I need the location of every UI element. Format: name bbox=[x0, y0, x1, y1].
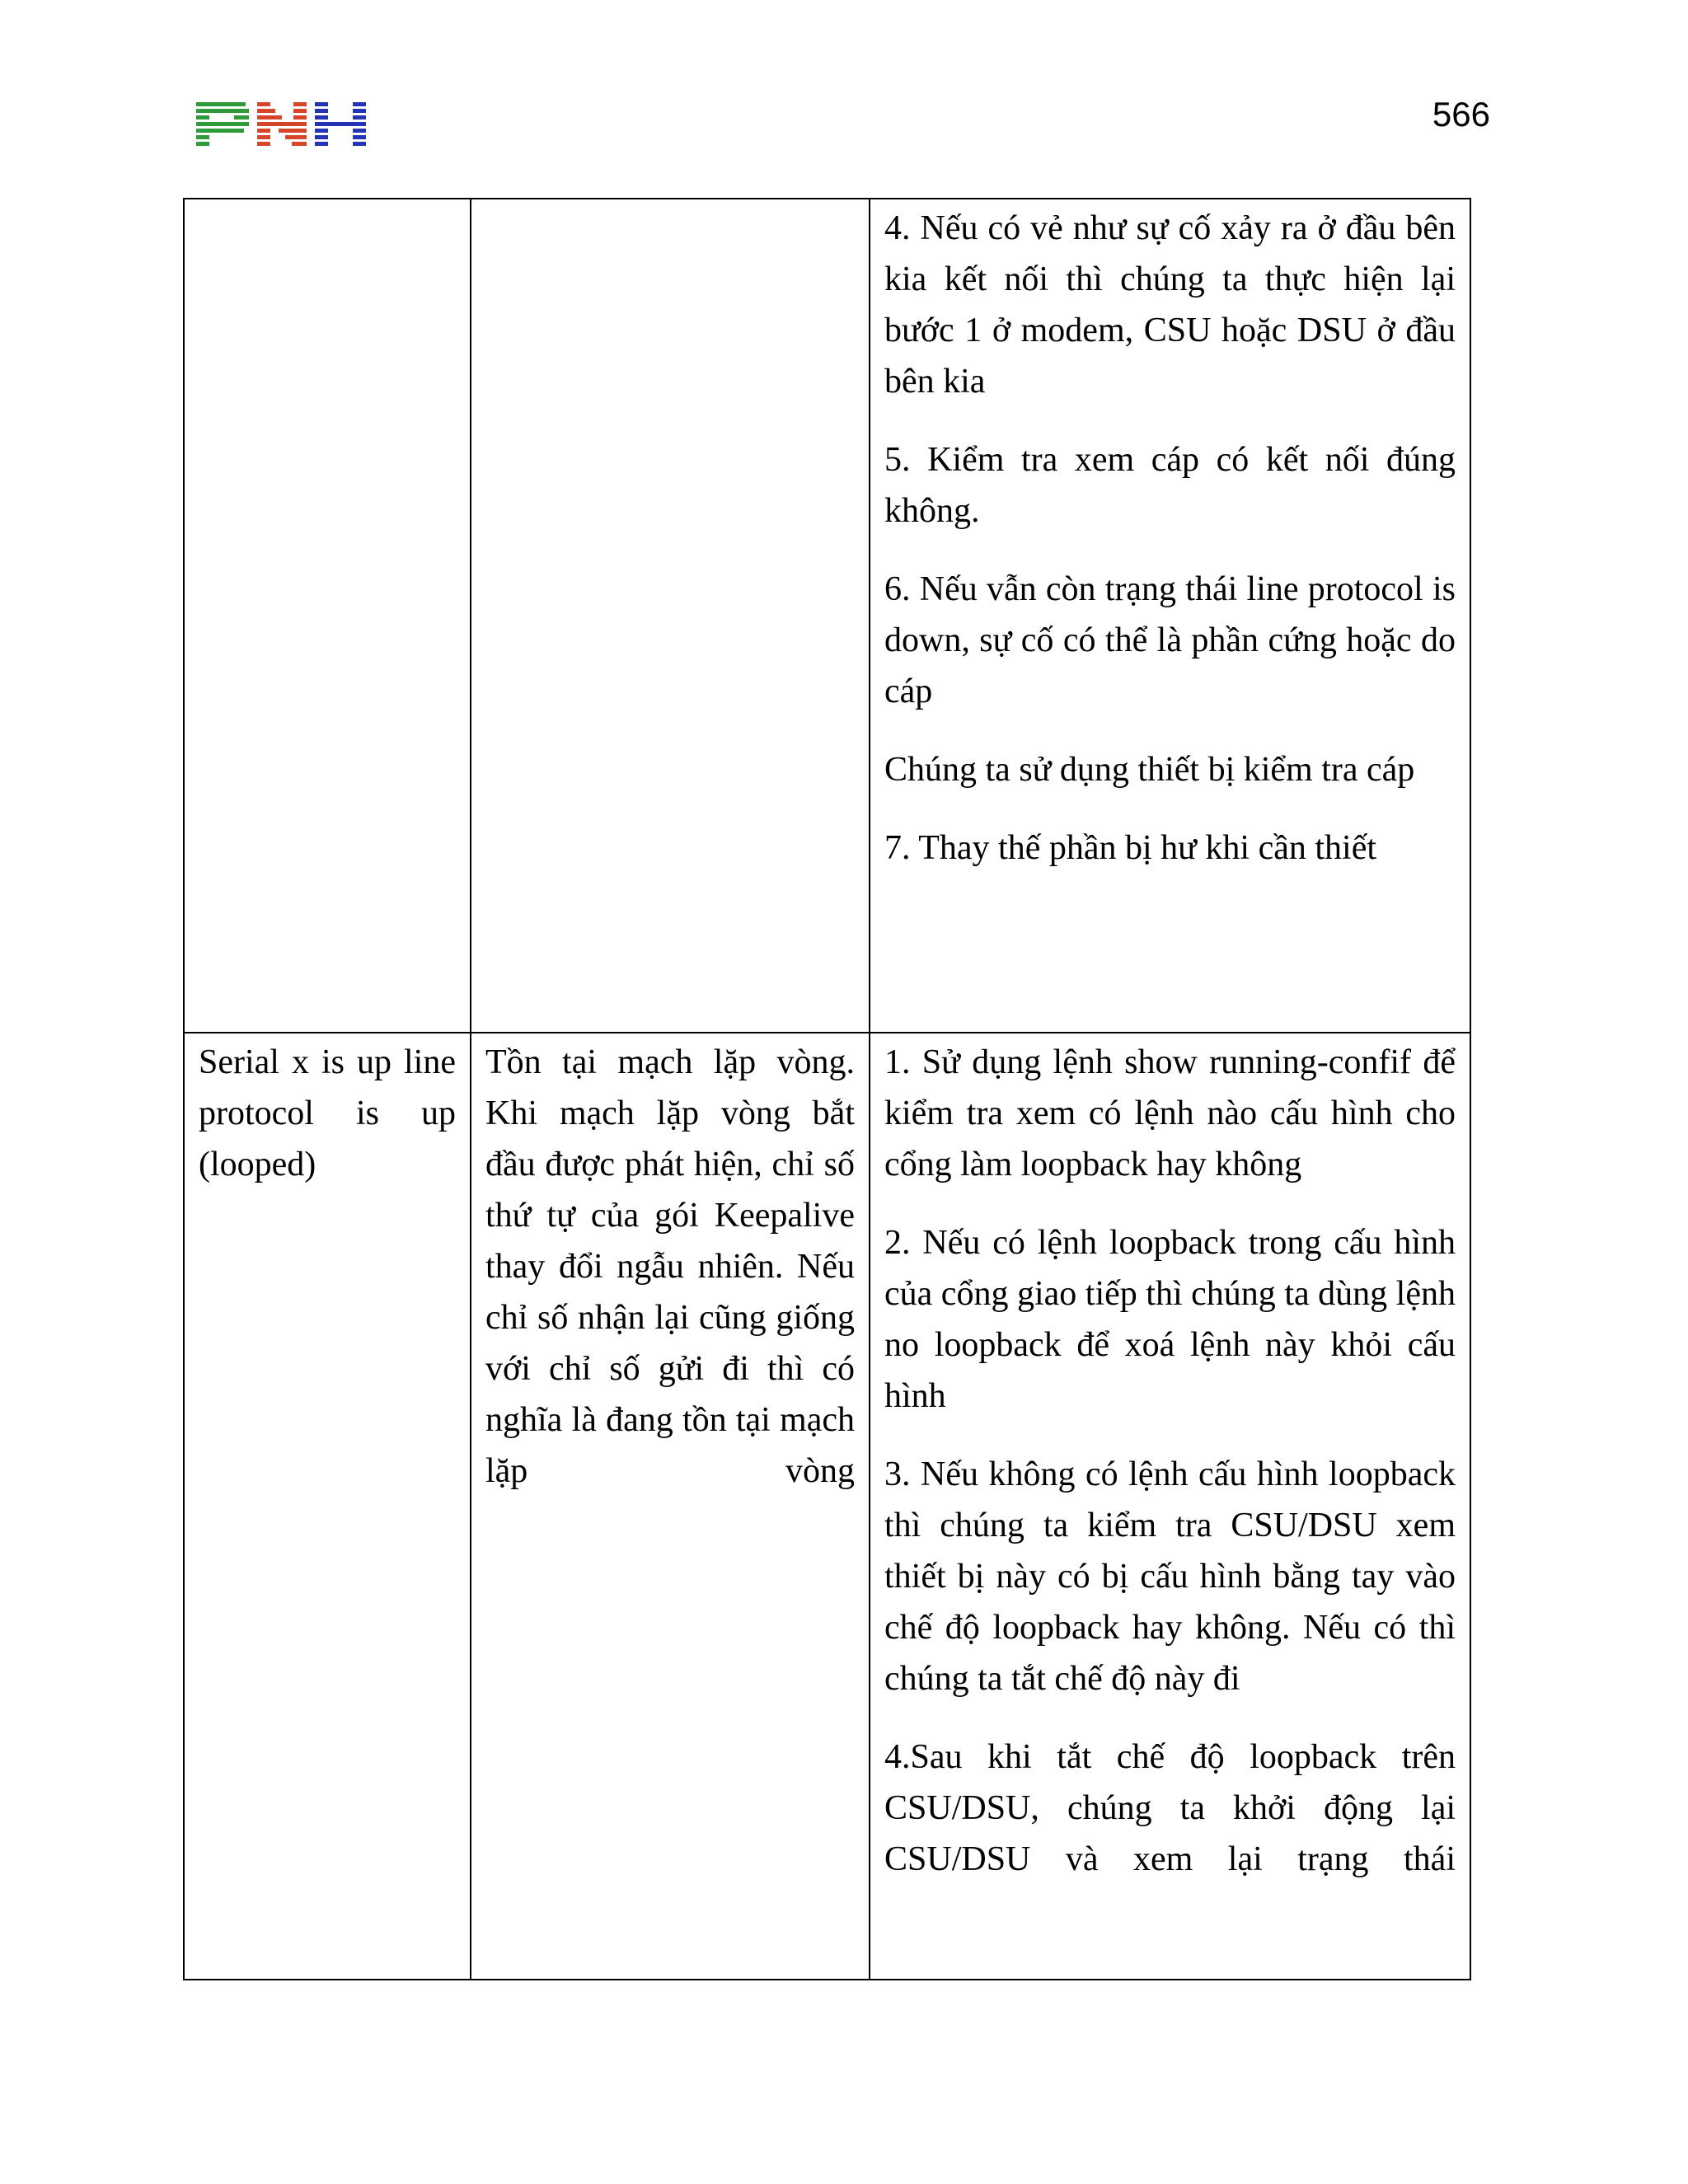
action-step: 6. Nếu vẫn còn trạng thái line protocol is down, sự cố có thể là phần cứng hoặc do cáp bbox=[884, 570, 1456, 710]
table-row bbox=[184, 1033, 1470, 1980]
action-step: 2. Nếu có lệnh loopback trong cấu hình của cổng giao tiếp thì chúng ta dùng lệnh no loopback để xoá lệnh này khỏi cấu hình bbox=[884, 1224, 1456, 1415]
cell-text bbox=[199, 203, 456, 254]
action-step: 4. Nếu có vẻ như sự cố xảy ra ở đầu bên kia kết nối thì chúng ta thực hiện lại bước 1 ở modem, CSU hoặc DSU ở đầu bên kia bbox=[884, 209, 1456, 401]
logo-letter-h bbox=[315, 102, 366, 146]
table-cell-status bbox=[184, 199, 471, 1033]
table-cell-status bbox=[184, 1033, 471, 1980]
page-number: 566 bbox=[1432, 95, 1490, 134]
table-cell-cause bbox=[471, 199, 870, 1033]
action-step: 3. Nếu không có lệnh cấu hình loopback thì chúng ta kiểm tra CSU/DSU xem thiết bị này có bị cấu hình bằng tay vào chế độ loopback hay không. Nếu có thì chúng ta tắt chế độ này đi bbox=[884, 1455, 1456, 1698]
logo-letter-p bbox=[196, 102, 249, 146]
action-step: 1. Sử dụng lệnh show running-confif để kiểm tra xem có lệnh nào cấu hình cho cổng làm loopback hay không bbox=[884, 1043, 1456, 1183]
cell-text bbox=[485, 203, 855, 254]
logo-letter-n bbox=[257, 102, 307, 146]
pnh-logo-graphic bbox=[196, 102, 368, 148]
table-cell-actions bbox=[870, 199, 1470, 1033]
status-text: Serial x is up line protocol is up (looped) bbox=[199, 1043, 456, 1183]
action-step: 5. Kiểm tra xem cáp có kết nối đúng không. bbox=[884, 441, 1456, 530]
pnh-logo bbox=[196, 102, 368, 148]
cause-text: Tồn tại mạch lặp vòng. Khi mạch lặp vòng bắt đầu được phát hiện, chỉ số thứ tự của gói Keepalive thay đổi ngẫu nhiên. Nếu chỉ số nhận lại cũng giống với chỉ số gửi đi thì có nghĩa là đang tồn tại mạch lặp vòng bbox=[485, 1043, 855, 1490]
troubleshooting-table bbox=[183, 198, 1471, 1980]
table-row bbox=[184, 199, 1470, 1033]
action-step: 7. Thay thế phần bị hư khi cần thiết bbox=[884, 829, 1377, 867]
action-step: 4.Sau khi tắt chế độ loopback trên CSU/DSU, chúng ta khởi động lại CSU/DSU và xem lại trạng thái bbox=[884, 1738, 1456, 1878]
table-cell-cause bbox=[471, 1033, 870, 1980]
action-step: Chúng ta sử dụng thiết bị kiểm tra cáp bbox=[884, 751, 1415, 789]
table-cell-actions bbox=[870, 1033, 1470, 1980]
